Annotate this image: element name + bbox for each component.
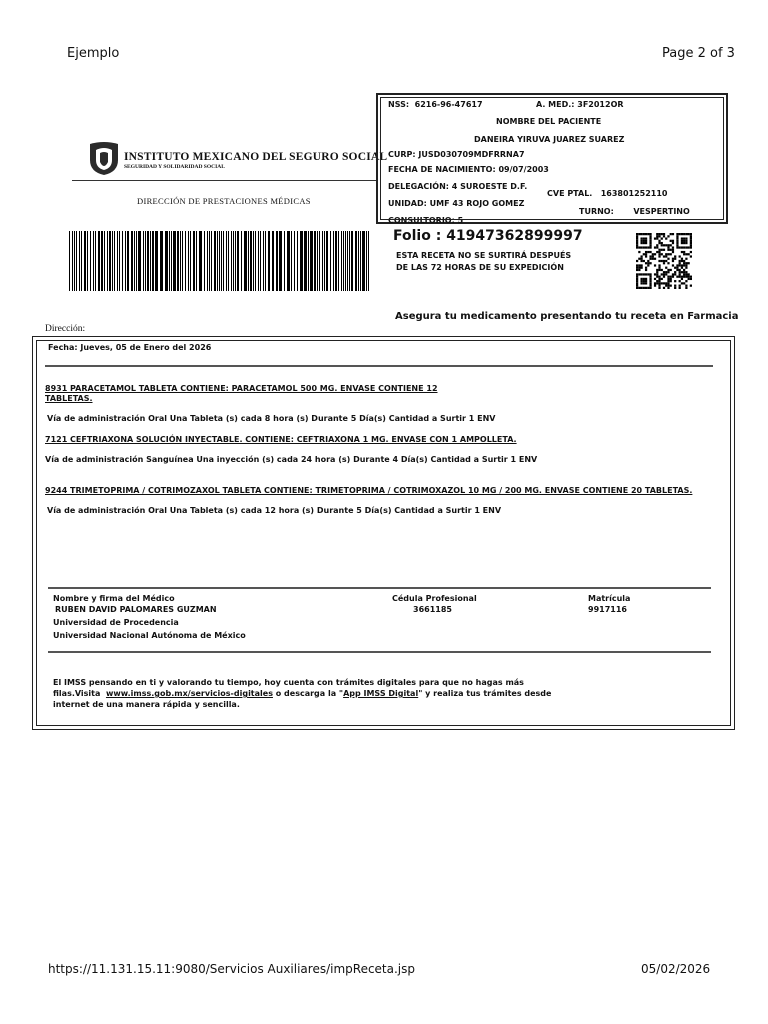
- matricula-label: Matrícula: [588, 594, 631, 603]
- date-divider: [45, 365, 713, 367]
- print-date: 05/02/2026: [641, 962, 711, 976]
- nss-label: NSS:: [388, 100, 410, 109]
- imss-digital-services-link[interactable]: www.imss.gob.mx/servicios-digitales: [105, 689, 273, 698]
- app-imss-digital-link[interactable]: App IMSS Digital: [343, 689, 419, 698]
- folio-note-line1: ESTA RECETA NO SE SURTIRÁ DESPUÉS: [396, 251, 572, 260]
- university-name: Universidad Nacional Autónoma de México: [53, 631, 246, 640]
- imss-logo-icon: [88, 140, 120, 176]
- med-item-1-instructions: Vía de administración Oral Una Tableta (s) cada 8 hora (s) Durante 5 Día(s) Cantidad a Surtir 1 ENV: [47, 414, 496, 423]
- consultorio-label: CONSULTORIO:: [388, 216, 455, 225]
- nss-value: 6216-96-47617: [414, 100, 483, 109]
- doctor-top-divider: [48, 587, 711, 589]
- folio-label: Folio :: [393, 228, 442, 244]
- notice-text-post: " y realiza tus trámites desde: [418, 689, 552, 698]
- department-name: DIRECCIÓN DE PRESTACIONES MÉDICAS: [137, 196, 311, 206]
- cve-label: CVE PTAL.: [547, 189, 593, 198]
- folio-number: 41947362899997: [446, 228, 583, 244]
- notice-line1: El IMSS pensando en ti y valorando tu tiempo, hoy cuenta con trámites digitales para que no hagas más: [53, 678, 524, 687]
- prescription-date: Fecha: Jueves, 05 de Enero del 2026: [48, 343, 212, 352]
- med-item-3-instructions: Vía de administración Oral Una Tableta (s) cada 12 hora (s) Durante 5 Día(s) Cantidad a Surtir 1 ENV: [47, 506, 502, 515]
- notice-line2: [53, 689, 551, 698]
- page-number: Page 2 of 3: [662, 46, 735, 61]
- barcode: [69, 231, 371, 295]
- pharmacy-notice: Asegura tu medicamento presentando tu receta en Farmacia: [395, 311, 739, 322]
- doctor-bottom-divider: [48, 651, 711, 653]
- patient-name-label: NOMBRE DEL PACIENTE: [496, 117, 602, 126]
- institution-tagline: SEGURIDAD Y SOLIDARIDAD SOCIAL: [124, 164, 225, 170]
- patient-name: DANEIRA YIRUVA JUAREZ SUAREZ: [474, 135, 625, 144]
- page-header-title: Ejemplo: [67, 46, 120, 61]
- header-divider: [72, 180, 376, 181]
- doctor-name-label: Nombre y firma del Médico: [53, 594, 175, 603]
- cedula-value: 3661185: [413, 605, 452, 614]
- address-label: Dirección:: [45, 324, 86, 334]
- folio-note-line2: DE LAS 72 HORAS DE SU EXPEDICIÓN: [396, 263, 564, 272]
- med-item-1-title: 8931 PARACETAMOL TABLETA CONTIENE: PARACETAMOL 500 MG. ENVASE CONTIENE 12: [45, 384, 438, 393]
- med-item-1-title-cont: TABLETAS.: [45, 394, 93, 403]
- med-item-2-title: 7121 CEFTRIAXONA SOLUCIÓN INYECTABLE. CONTIENE: CEFTRIAXONA 1 MG. ENVASE CON 1 AMPOLLETA.: [45, 435, 517, 444]
- notice-text-mid: o descarga la ": [275, 689, 344, 698]
- prescription-box: [36, 340, 731, 726]
- med-value: 3F2012OR: [577, 100, 624, 109]
- med-item-3-title: 9244 TRIMETOPRIMA / COTRIMOZAXOL TABLETA CONTIENE: TRIMETOPRIMA / COTRIMOXAZOL 10 MG / 200 MG. ENVASE CONTIENE 20 TABLETAS.: [45, 486, 693, 495]
- patient-info-box: [376, 93, 728, 224]
- notice-line3: internet de una manera rápida y sencilla.: [53, 700, 240, 709]
- curp-label: CURP:: [388, 150, 416, 159]
- page-url: https://11.131.15.11:9080/Servicios Auxiliares/impReceta.jsp: [48, 962, 416, 976]
- med-item-2-instructions: Vía de administración Sanguínea Una inyección (s) cada 24 hora (s) Durante 4 Día(s) Cantidad a Surtir 1 ENV: [45, 455, 538, 464]
- cedula-label: Cédula Profesional: [392, 594, 477, 603]
- unidad-label: UNIDAD:: [388, 199, 427, 208]
- unidad-value: UMF 43 ROJO GOMEZ: [429, 199, 525, 208]
- consultorio-value: 5: [457, 216, 464, 225]
- institution-name: INSTITUTO MEXICANO DEL SEGURO SOCIAL: [124, 151, 388, 163]
- turno-label: TURNO:: [579, 207, 614, 216]
- matricula-value: 9917116: [588, 605, 627, 614]
- notice-text-pre: filas.Visita: [53, 689, 101, 698]
- university-label: Universidad de Procedencia: [53, 618, 179, 627]
- med-label: A. MED.:: [536, 100, 575, 109]
- cve-value: 163801252110: [600, 189, 668, 198]
- curp-value: JUSD030709MDFRRNA7: [418, 150, 525, 159]
- turno-value: VESPERTINO: [633, 207, 690, 216]
- delegacion-label: DELEGACIÓN:: [388, 182, 449, 191]
- doctor-name: RUBEN DAVID PALOMARES GUZMAN: [55, 605, 217, 614]
- birth-value: 09/07/2003: [498, 165, 549, 174]
- qr-code: [636, 233, 692, 293]
- delegacion-value: 4 SUROESTE D.F.: [451, 182, 528, 191]
- birth-label: FECHA DE NACIMIENTO:: [388, 165, 496, 174]
